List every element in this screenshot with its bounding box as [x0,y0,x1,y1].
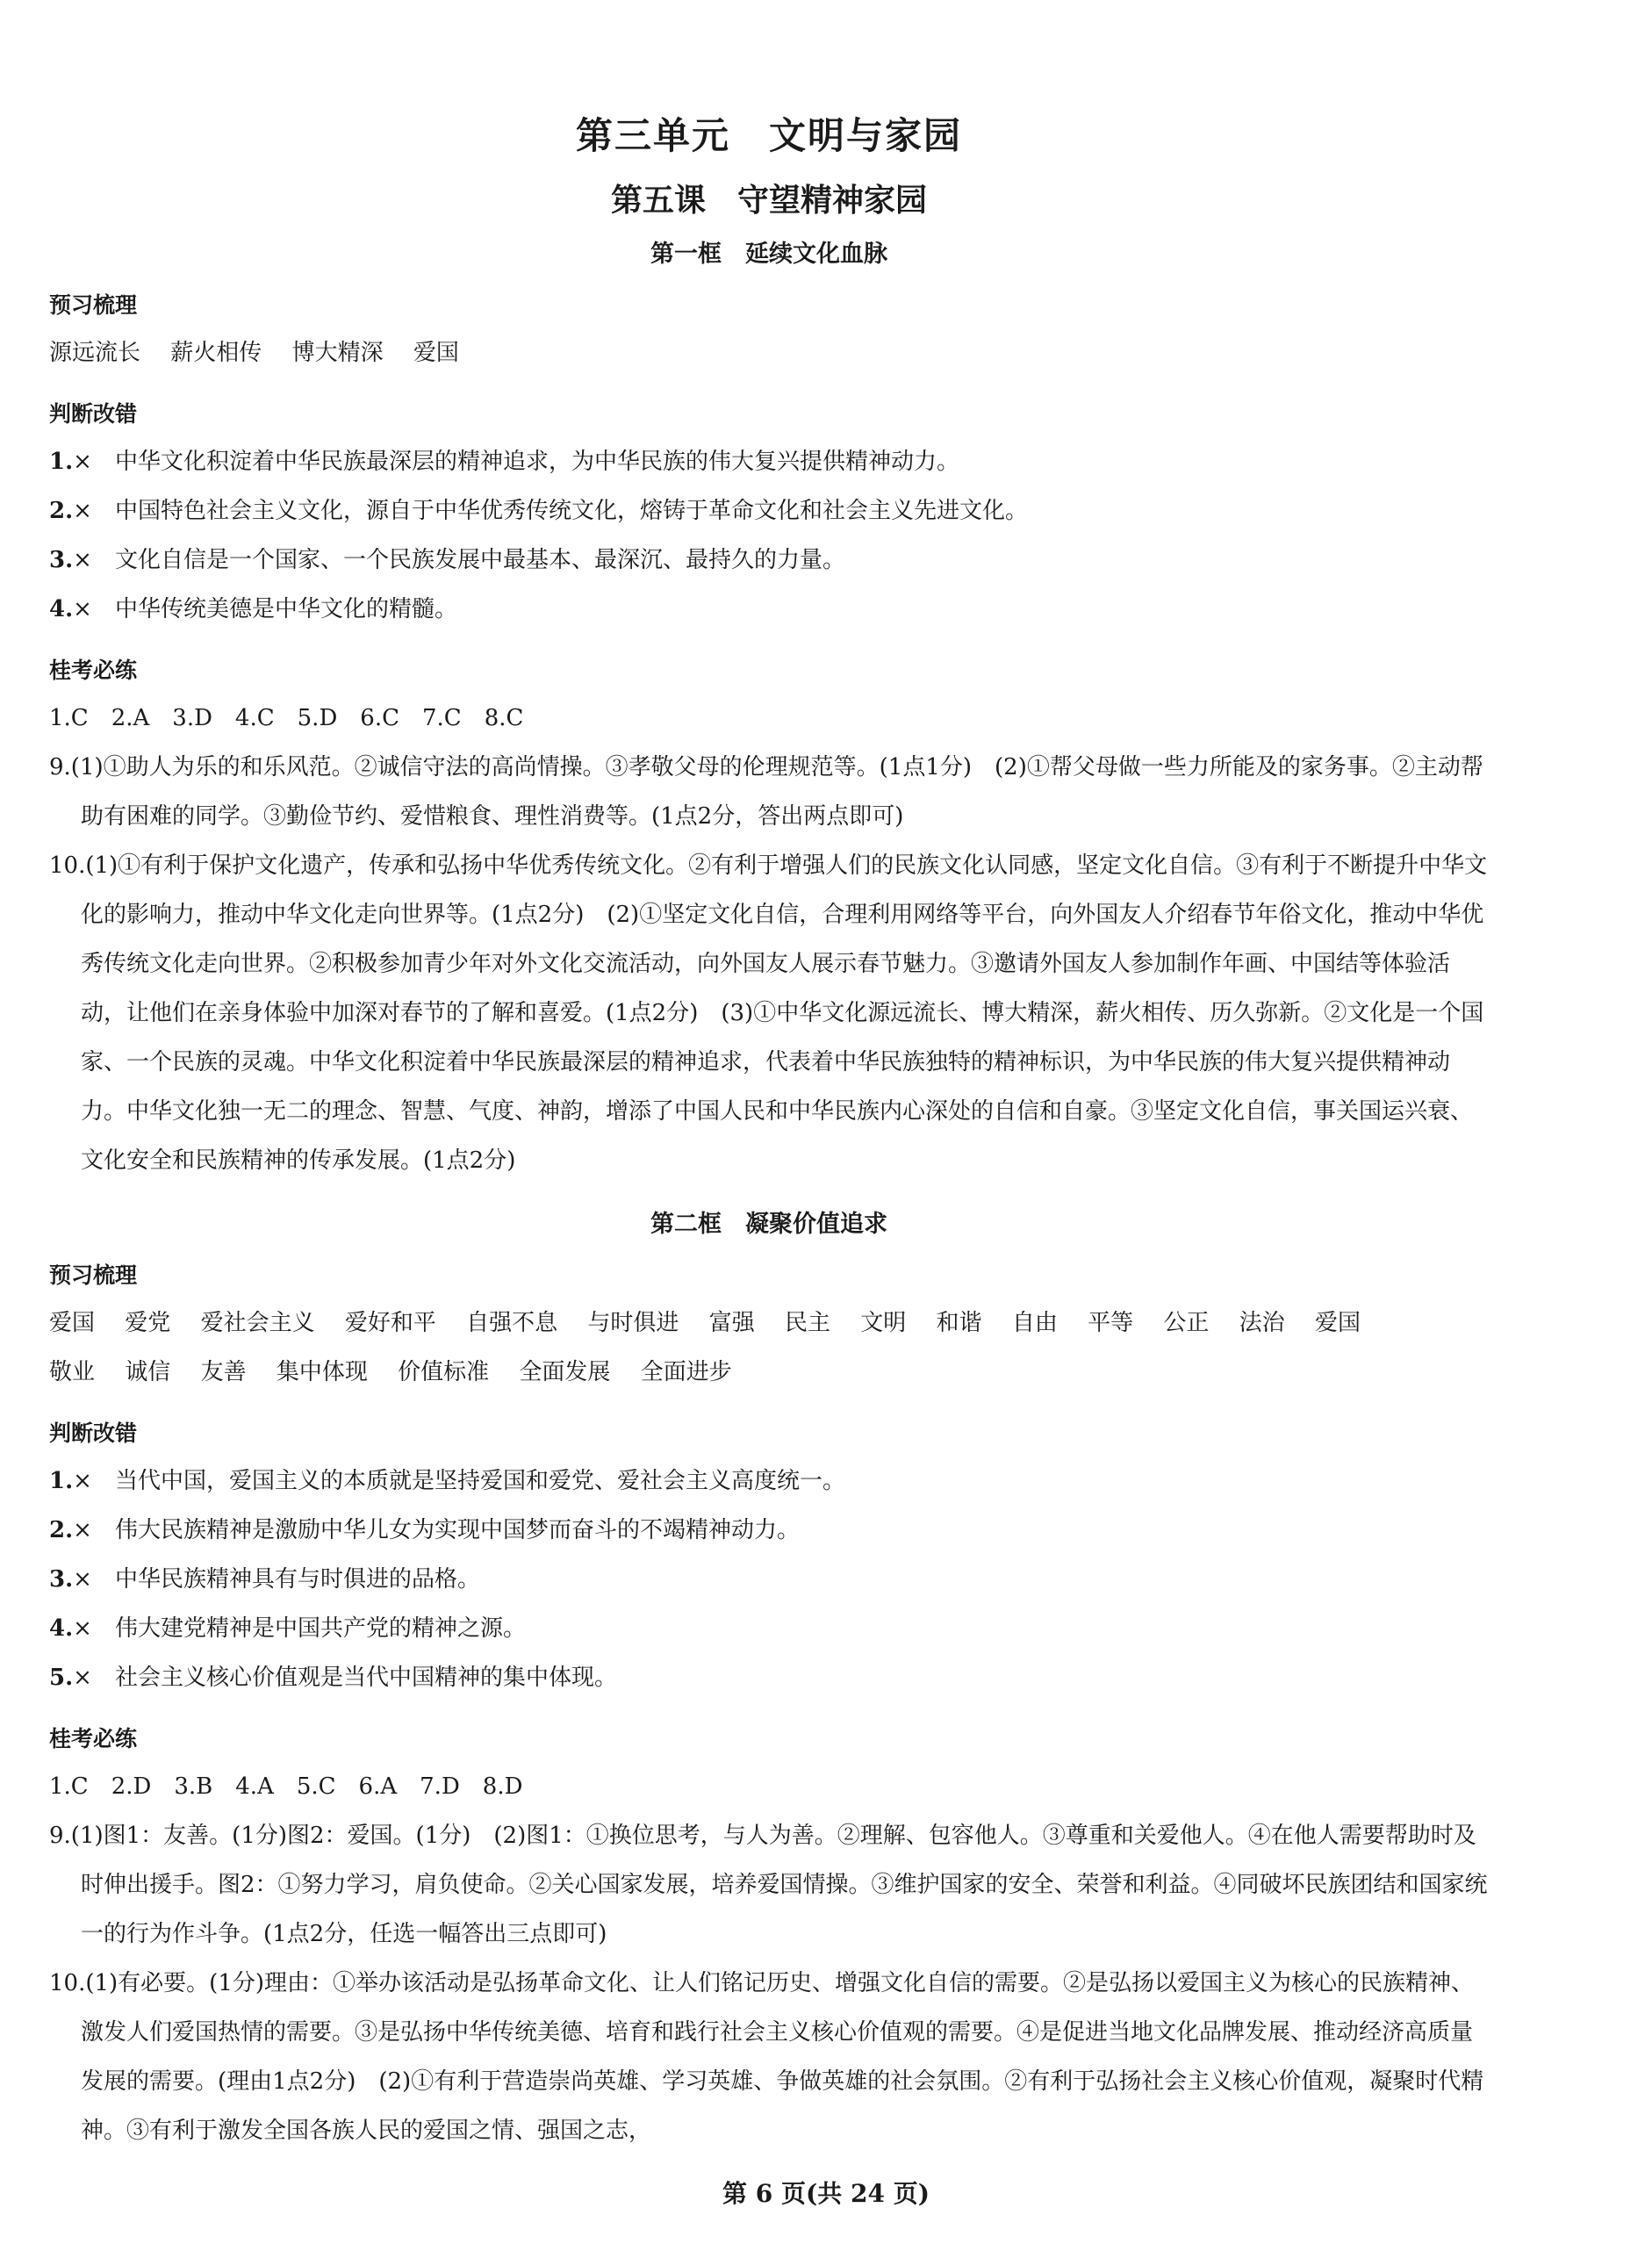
frame1-title: 第一框 延续文化血脉 [650,241,887,268]
preview-word: 公正 [1163,1310,1210,1336]
preview-word: 爱国 [413,340,459,366]
preview-word: 爱党 [125,1310,171,1336]
judge-item [49,536,1489,585]
frame2-preview-words-line2 [49,1348,1489,1397]
judge-item [49,585,1489,634]
frame1-preview-words [49,328,1489,378]
frame2-title: 第二框 凝聚价值追求 [650,1211,887,1238]
frame2-q10-answer: 10.(1)有必要。(1分)理由：①举办该活动是弘扬革命文化、让人们铭记历史、增强文化自信的需要。②是弘扬以爱国主义为核心的民族精神、激发人们爱国热情的需要。③是弘扬中华传统美德、培育和践行社会主义核心价值观的需要。④是促进当地文化品牌发展、推动经济高质量发展的需要。(理由1点2分) (2)①有利于营造崇尚英雄、学习英雄、争做英雄的社会氛围。②有利于弘扬社会主义核心价值观，凝聚时代精神。③有利于激发全国各族人民的爱国之情、强国之志， [49,1970,1484,2144]
page-footer: 第 6 页(共 24 页) [722,2179,930,2208]
preview-word: 敬业 [49,1359,96,1385]
frame1-q9-answer: 9.(1)①助人为乐的和乐风范。②诚信守法的高尚情操。③孝敬父母的伦理规范等。(1点1分) (2)①帮父母做一些力所能及的家务事。②主动帮助有困难的同学。③勤俭节约、爱惜粮食、理性消费等。(1点2分，答出两点即可) [49,754,1483,830]
judge-item [49,1653,1489,1702]
frame1-preview-heading: 预习梳理 [49,292,138,318]
item-number: 2. [49,1517,74,1543]
preview-word: 爱国 [49,1310,96,1336]
item-number: 5. [49,1665,74,1691]
judge-item [49,1604,1489,1653]
preview-word: 源远流长 [49,340,141,366]
preview-word: 爱好和平 [344,1310,436,1336]
preview-word: 爱社会主义 [200,1310,315,1336]
lesson-title: 第五课 守望精神家园 [610,182,927,219]
preview-word: 全面发展 [519,1359,611,1385]
preview-word: 薪火相传 [170,340,262,366]
item-text: × 中国特色社会主义文化，源自于中华优秀传统文化，熔铸于革命文化和社会主义先进文化。 [73,498,1028,524]
frame1-choice-answers: 1.C 2.A 3.D 4.C 5.D 6.C 7.C 8.C [49,705,524,731]
preview-word: 价值标准 [398,1359,490,1385]
preview-word: 文明 [860,1310,907,1336]
preview-word: 自强不息 [466,1310,558,1336]
preview-word: 友善 [200,1359,247,1385]
item-number: 3. [49,1566,74,1593]
item-text: × 伟大民族精神是激励中华儿女为实现中国梦而奋斗的不竭精神动力。 [73,1517,800,1543]
item-number: 4. [49,1615,74,1642]
item-text: × 中华民族精神具有与时俱进的品格。 [73,1566,480,1593]
judge-item [49,1456,1489,1506]
preview-word: 平等 [1088,1310,1134,1336]
judge-item [49,1555,1489,1604]
frame1-practice-heading: 桂考必练 [49,658,138,683]
preview-word: 富强 [708,1310,755,1336]
item-number: 1. [49,449,74,475]
frame2-practice-heading: 桂考必练 [49,1726,138,1751]
preview-word: 与时俱进 [587,1310,679,1336]
preview-word: 爱国 [1314,1310,1361,1336]
item-text: × 社会主义核心价值观是当代中国精神的集中体现。 [73,1665,617,1691]
judge-item [49,486,1489,536]
preview-word: 博大精深 [291,340,384,366]
item-text: × 伟大建党精神是中国共产党的精神之源。 [73,1615,526,1642]
item-number: 1. [49,1468,74,1494]
preview-word: 诚信 [125,1359,171,1385]
item-number: 2. [49,498,74,524]
frame1-q10-answer: 10.(1)①有利于保护文化遗产，传承和弘扬中华优秀传统文化。②有利于增强人们的民族文化认同感，坚定文化自信。③有利于不断提升中华文化的影响力，推动中华文化走向世界等。(1点2分) (2)①坚定文化自信，合理利用网络等平台，向外国友人介绍春节年俗文化，推动中华优秀传统文化走向世界。②积极参加青少年对外文化交流活动，向外国友人展示春节魅力。③邀请外国友人参加制作年画、中国结等体验活动，让他们在亲身体验中加深对春节的了解和喜爱。(1点2分) (3)①中华文化源远流长、博大精深，薪火相传、历久弥新。②文化是一个国家、一个民族的灵魂。中华文化积淀着中华民族最深层的精神追求，代表着中华民族独特的精神标识，为中华民族的伟大复兴提供精神动力。中华文化独一无二的理念、智慧、气度、神韵，增添了中国人民和中华民族内心深处的自信和自豪。③坚定文化自信，事关国运兴衰、文化安全和民族精神的传承发展。(1点2分) [49,852,1488,1174]
item-number: 3. [49,547,74,573]
item-text: × 中华传统美德是中华文化的精髓。 [73,596,457,622]
judge-item [49,1506,1489,1555]
preview-word: 自由 [1011,1310,1058,1336]
unit-title: 第三单元 文明与家园 [575,114,962,157]
preview-word: 法治 [1239,1310,1285,1336]
preview-word: 和谐 [936,1310,982,1336]
preview-word: 民主 [784,1310,830,1336]
item-text: × 中华文化积淀着中华民族最深层的精神追求，为中华民族的伟大复兴提供精神动力。 [73,449,959,475]
judge-item [49,437,1489,486]
preview-word: 全面进步 [640,1359,732,1385]
frame2-judge-heading: 判断改错 [49,1420,138,1446]
item-text: × 当代中国，爱国主义的本质就是坚持爱国和爱党、爱社会主义高度统一。 [73,1468,845,1494]
frame2-preview-words-line1 [49,1298,1489,1348]
preview-word: 集中体现 [276,1359,368,1385]
frame1-judge-heading: 判断改错 [49,401,138,427]
frame2-choice-answers: 1.C 2.D 3.B 4.A 5.C 6.A 7.D 8.D [49,1773,523,1800]
item-number: 4. [49,596,74,622]
frame2-preview-heading: 预习梳理 [49,1262,138,1288]
frame2-q9-answer: 9.(1)图1：友善。(1分)图2：爱国。(1分) (2)图1：①换位思考，与人为善。②理解、包容他人。③尊重和关爱他人。④在他人需要帮助时及时伸出援手。图2：①努力学习，肩负使命。②关心国家发展，培养爱国情操。③维护国家的安全、荣誉和利益。④同破坏民族团结和国家统一的行为作斗争。(1点2分，任选一幅答出三点即可) [49,1823,1488,1947]
item-text: × 文化自信是一个国家、一个民族发展中最基本、最深沉、最持久的力量。 [73,547,845,573]
